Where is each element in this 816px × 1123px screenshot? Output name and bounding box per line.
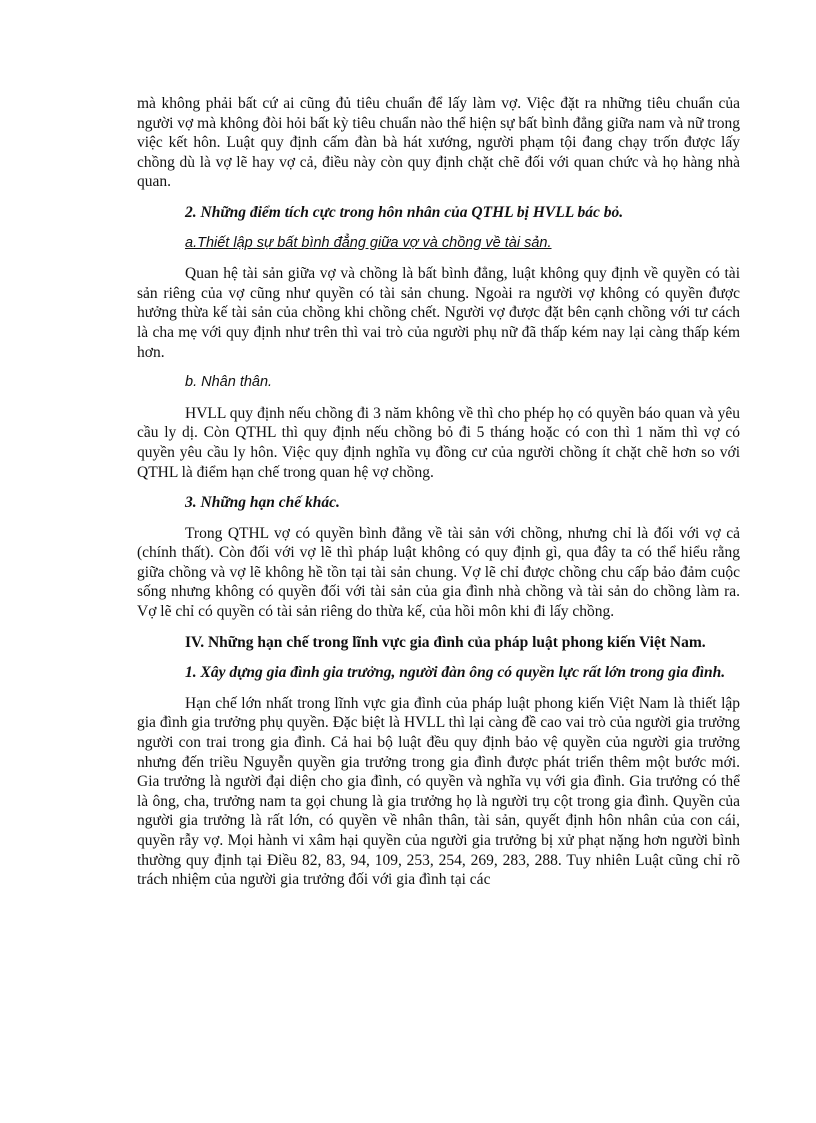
subheading-a-text: a.Thiết lập sự bất bình đẳng giữa vợ và chồng về tài sản. <box>185 234 552 251</box>
document-page <box>137 94 740 890</box>
heading-section-2: 2. Những điểm tích cực trong hôn nhân của QTHL bị HVLL bác bỏ. <box>185 203 624 221</box>
heading-section-3: 3. Những hạn chế khác. <box>185 494 340 512</box>
paragraph-intro: mà không phải bất cứ ai cũng đủ tiêu chuẩn để lấy làm vợ. Việc đặt ra những tiêu chuẩn của người vợ mà không đòi hỏi bất kỳ tiêu chuẩn nào thể hiện sự bất bình đẳng giữa nam và nữ trong việc kết hôn. Luật quy định cấm đàn bà hát xướng, người phạm tội đang chạy trốn được lấy chồng dù là vợ lẽ hay vợ cả, điều này còn quy định chặt chẽ đối với quan chức và họ hàng nhà quan. <box>137 95 740 191</box>
subheading-b: b. Nhân thân. <box>185 374 273 391</box>
paragraph-b: HVLL quy định nếu chồng đi 3 năm không về thì cho phép họ có quyền báo quan và yêu cầu ly dị. Còn QTHL thì quy định nếu chồng bỏ đi 5 tháng hoặc có con thì 1 năm thì vợ có quyền yêu cầu ly hôn. Việc quy định nghĩa vụ đồng cư của người chồng ít chặt chẽ hơn so với QTHL là điểm hạn chế trong quan hệ vợ chồng. <box>137 404 740 481</box>
paragraph-IV-1: Hạn chế lớn nhất trong lĩnh vực gia đình của pháp luật phong kiến Việt Nam là thiết lập gia đình gia trưởng phụ quyền. Đặc biệt là HVLL thì lại càng đề cao vai trò của người gia trưởng người con trai trong gia đình. Cả hai bộ luật đều quy định bảo vệ quyền của người gia trưởng nhưng đến triều Nguyễn quyền gia trưởng trong gia đình được phát triển thêm một bước mới. Gia trưởng là người đại diện cho gia đình, có quyền và nghĩa vụ với gia đình. Gia trưởng có thể là ông, cha, trưởng nam ta gọi chung là gia trưởng họ là người trụ cột trong gia đình. Quyền của người gia trưởng là rất lớn, có quyền về nhân thân, tài sản, quyết định hôn nhân của con cái, quyền rẫy vợ. Mọi hành vi xâm hại quyền của người gia trưởng bị xử phạt nặng hơn người bình thường quy định tại Điều 82, 83, 94, 109, 253, 254, 269, 283, 288. Tuy nhiên Luật cũng chỉ rõ trách nhiệm của người gia trưởng đối với gia đình tại các <box>137 694 740 889</box>
heading-section-IV: IV. Những hạn chế trong lĩnh vực gia đình của pháp luật phong kiến Việt Nam. <box>185 633 706 651</box>
paragraph-3: Trong QTHL vợ có quyền bình đẳng về tài sản với chồng, nhưng chỉ là đối với vợ cả (chính thất). Còn đối với vợ lẽ thì pháp luật không có quy định gì, qua đây ta có thể hiểu rằng giữa chồng và vợ lẽ không hề tồn tại tài sản chung. Vợ lẽ chỉ được chồng chu cấp bảo đảm cuộc sống nhưng không có quyền đối với tài sản của gia đình nhà chồng và tài sản do chồng làm ra. Vợ lẽ chỉ có quyền có tài sản riêng do thừa kế, của hồi môn khi đi lấy chồng. <box>137 524 740 621</box>
subheading-a <box>137 234 740 254</box>
heading-section-IV-1: 1. Xây dựng gia đình gia trưởng, người đàn ông có quyền lực rất lớn trong gia đình. <box>185 664 726 682</box>
paragraph-a: Quan hệ tài sản giữa vợ và chồng là bất bình đẳng, luật không quy định về quyền có tài sản riêng của vợ cũng như quyền có tài sản chung. Ngoài ra người vợ không có quyền được hưởng thừa kế tài sản của chồng khi chồng chết. Người vợ được đặt bên cạnh chồng với tư cách là cha mẹ với quy định như trên thì vai trò của người phụ nữ đã thấp kém nay lại càng thấp kém hơn. <box>137 265 740 361</box>
